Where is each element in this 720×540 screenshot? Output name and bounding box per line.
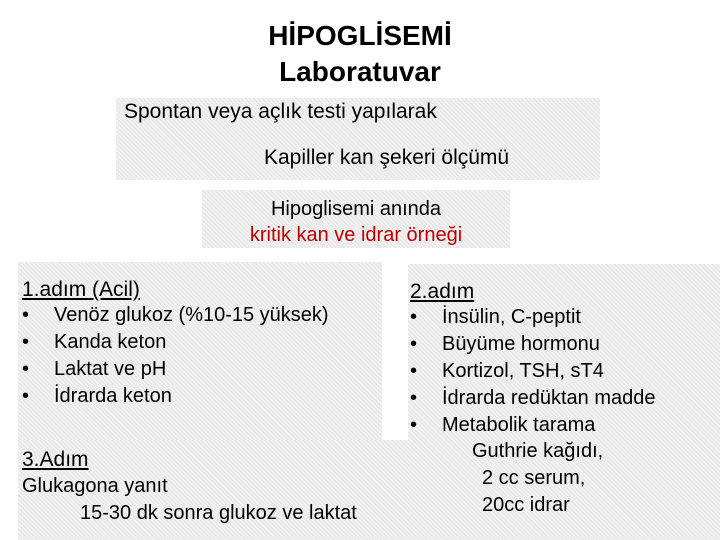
bullet: • [22,385,30,407]
test-line-2: Kapiller kan şekeri ölçümü [264,146,510,169]
title-line-1: HİPOGLİSEMİ [268,20,452,51]
bullet: • [22,358,30,380]
step-2-sub-line: 20cc idrar [482,494,570,516]
step-3-line-1: Glukagona yanıt [22,475,168,497]
step-2-sub-line: Guthrie kağıdı, [472,440,604,462]
test-box [116,98,600,180]
list-item: • Kanda keton [22,329,329,356]
hypoglycemia-box [202,190,510,248]
bullet: • [22,304,30,326]
list-item: • Venöz glukoz (%10-15 yüksek) [22,302,329,329]
test-line-1: Spontan veya açlık testi yapılarak [124,100,437,123]
step-3-heading: 3.Adım [22,448,89,471]
step-1-heading: 1.adım (Acil) [22,278,140,301]
step-3-box [18,440,410,540]
list-item: • İnsülin, C-peptit [410,304,655,331]
list-item: • Kortizol, TSH, sT4 [410,358,655,385]
step-1-box [18,262,382,440]
bullet: • [22,331,30,353]
step-3-line-2: 15-30 dk sonra glukoz ve laktat [80,502,357,524]
list-item: • Metabolik tarama [410,412,655,439]
bullet: • [410,306,418,328]
step-2-heading: 2.adım [410,280,475,303]
bullet: • [410,333,418,355]
list-item: • İdrarda keton [22,383,329,410]
list-item: • Laktat ve pH [22,356,329,383]
bullet: • [410,360,418,382]
bullet: • [410,414,418,436]
step-2-box [408,264,720,540]
slide-title [0,18,720,90]
bullet: • [410,387,418,409]
list-item: • İdrarda redüktan madde [410,385,655,412]
hypo-line-1: Hipoglisemi anında [270,198,442,220]
step-2-list [410,304,655,439]
title-line-2: Laboratuvar [279,56,441,87]
hypo-line-2: kritik kan ve idrar örneği [249,224,463,246]
step-2-sub-line: 2 cc serum, [482,467,586,489]
list-item: • Büyüme hormonu [410,331,655,358]
step-1-list [22,302,329,410]
